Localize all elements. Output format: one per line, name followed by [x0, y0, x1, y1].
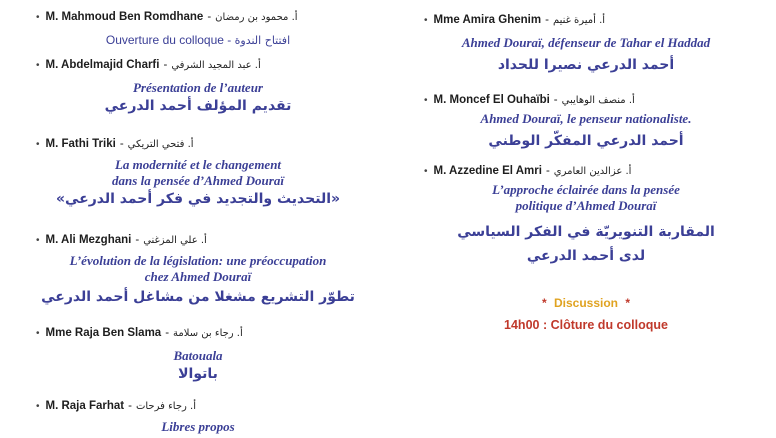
discussion-text: Discussion: [553, 296, 619, 310]
speaker-name-ar: أ. علي المزغني: [143, 234, 207, 246]
speaker-name-ar: أ. رجاء بن سلامة: [173, 327, 243, 339]
program-entry: [8, 8, 388, 49]
speaker-name-fr: M. Abdelmajid Charfi: [45, 59, 160, 71]
speaker-name-ar: أ. منصف الوهايبي: [561, 94, 635, 106]
bullet-star-icon: •: [36, 234, 40, 246]
star-icon: *: [541, 296, 547, 310]
discussion-label: [396, 296, 776, 310]
talk-title-ar: أحمد الدرعي المفكّر الوطني: [488, 133, 684, 149]
talk-title-ar: تقديم المؤلف أحمد الدرعي: [104, 98, 292, 114]
program-entry: [8, 56, 388, 116]
speaker-line: [396, 91, 776, 109]
talk-title-fr: Ahmed Douraï, défenseur de Tahar el Haddad: [461, 35, 711, 50]
talk-title-fr: Batouala: [173, 348, 223, 363]
bullet-star-icon: •: [424, 165, 428, 177]
talk-title-fr: Ouverture du colloque: [105, 33, 224, 47]
speaker-line: [8, 324, 388, 342]
speaker-name-fr: M. Moncef El Ouhaïbi: [433, 94, 550, 106]
speaker-name-ar: أ. عبد المجيد الشرفي: [171, 59, 261, 71]
separator: -: [207, 11, 212, 23]
separator: -: [545, 14, 549, 26]
talk-title-fr: Présentation de l’auteur: [132, 80, 263, 95]
separator: -: [545, 165, 550, 177]
talk-title-ar-line1: المقاربة التنويريّة في الفكر السياسي: [457, 224, 715, 240]
closing-time: 14h00 : Clôture du colloque: [504, 318, 668, 332]
talk-title-ar: تطوّر التشريع مشغلا من مشاغل أحمد الدرعي: [41, 289, 355, 305]
speaker-line: [8, 231, 388, 249]
separator: -: [119, 138, 124, 150]
program-entry: [8, 231, 388, 307]
talk-title-ar-line2: لدى أحمد الدرعي: [526, 248, 646, 264]
separator: -: [135, 234, 140, 246]
speaker-name-ar: أ. أميرة غنيم: [552, 14, 606, 26]
talk-title-ar: افتتاح الندوة: [234, 34, 291, 47]
talk-title: Ouverture du colloque - افتتاح الندوة: [105, 33, 291, 47]
talk-title-fr-line2: politique d’Ahmed Douraï: [515, 198, 657, 213]
bullet-star-icon: •: [36, 138, 40, 150]
speaker-name-fr: Mme Raja Ben Slama: [45, 327, 162, 339]
speaker-line: [8, 135, 388, 153]
talk-title-fr-line1: L’évolution de la législation: une préoccupation: [69, 253, 327, 268]
bullet-star-icon: •: [36, 400, 40, 412]
speaker-name-ar: أ. فتحي التريكي: [127, 138, 194, 150]
speaker-name-fr: Mme Amira Ghenim: [433, 14, 542, 26]
speaker-line: [8, 397, 388, 415]
speaker-line: [8, 56, 388, 74]
speaker-name-fr: M. Mahmoud Ben Romdhane: [45, 11, 204, 23]
talk-title-ar: «التحديث والتجديد في فكر أحمد الدرعي»: [55, 191, 341, 207]
speaker-name-ar: أ. رجاء فرحات: [135, 400, 196, 412]
talk-title-fr-line1: La modernité et le changement: [114, 157, 282, 172]
speaker-name-ar: أ. محمود بن رمضان: [215, 11, 298, 23]
separator: -: [163, 59, 168, 71]
separator: -: [165, 327, 170, 339]
program-entry: [8, 397, 388, 435]
speaker-line: [396, 162, 776, 180]
talk-title-fr-line2: dans la pensée d’Ahmed Douraï: [112, 173, 284, 188]
bullet-star-icon: •: [424, 14, 428, 26]
bullet-star-icon: •: [424, 94, 428, 106]
speaker-line: [396, 11, 776, 29]
talk-title-fr-line2: chez Ahmed Douraï: [144, 269, 252, 284]
program-entry: [8, 135, 388, 209]
program-entry: [396, 11, 776, 75]
program-entry: [8, 324, 388, 384]
talk-title-fr-line1: L’approche éclairée dans la pensée: [492, 182, 680, 197]
speaker-name-ar: أ. عزالدين العامري: [553, 165, 632, 177]
program-entry: [396, 91, 776, 151]
star-icon: *: [625, 296, 631, 310]
talk-title-fr: Libres propos: [161, 419, 235, 434]
program-entry: [396, 162, 776, 266]
bullet-star-icon: •: [36, 11, 40, 23]
bullet-star-icon: •: [36, 59, 40, 71]
speaker-name-fr: M. Raja Farhat: [45, 400, 125, 412]
separator: -: [553, 94, 558, 106]
speaker-name-fr: M. Ali Mezghani: [45, 234, 132, 246]
talk-title-ar: أحمد الدرعي نصيرا للحداد: [497, 57, 675, 73]
speaker-name-fr: M. Fathi Triki: [45, 138, 116, 150]
bullet-star-icon: •: [36, 327, 40, 339]
separator: -: [128, 400, 132, 412]
speaker-name-fr: M. Azzedine El Amri: [433, 165, 542, 177]
talk-title-ar: باتوالا: [178, 366, 218, 382]
speaker-line: [8, 8, 388, 26]
talk-title-fr: Ahmed Douraï, le penseur nationaliste.: [480, 111, 692, 126]
